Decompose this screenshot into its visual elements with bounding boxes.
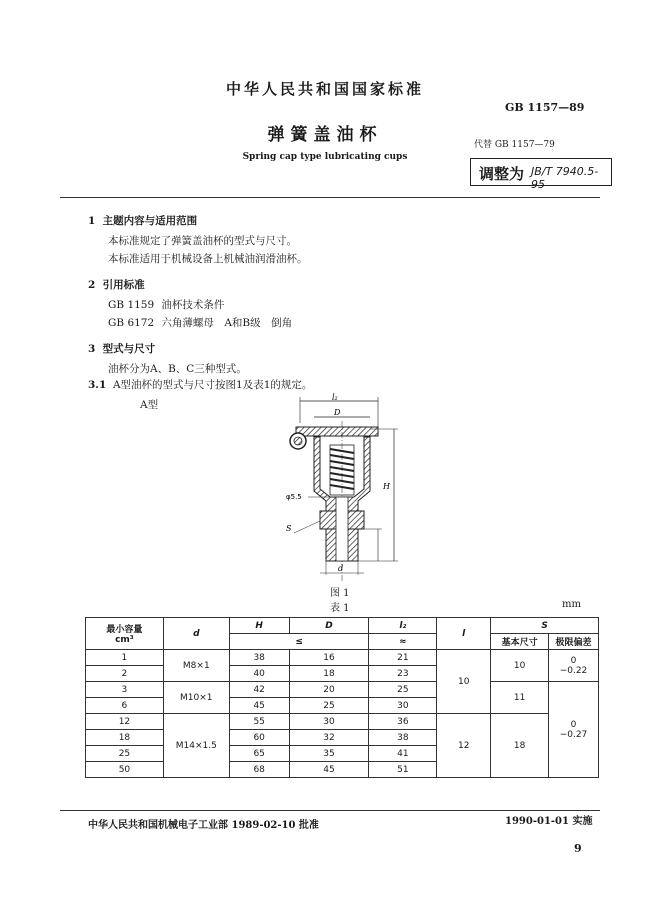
cell-l2: 38: [369, 730, 437, 746]
cell-S-deviation: 0 −0.22: [549, 650, 599, 682]
cell-d: M14×1.5: [163, 714, 229, 778]
cell-l2: 25: [369, 682, 437, 698]
reference-row-2: [108, 316, 292, 330]
table-1-caption: 表 1: [330, 603, 350, 614]
reference-name: 六角薄螺母 A和B级 倒角: [161, 317, 293, 329]
section-2-title: 引用标准: [102, 279, 145, 291]
header-S: S: [491, 618, 599, 634]
figure-1-caption: 图 1: [330, 588, 350, 599]
cell-H: 40: [229, 666, 289, 682]
standard-number: GB 1157—89: [505, 101, 585, 114]
section-1-heading: [88, 214, 197, 228]
header-S-deviation: 极限偏差: [549, 634, 599, 650]
cell-H: 42: [229, 682, 289, 698]
cell-l2: 23: [369, 666, 437, 682]
dim-phi-label: φ5.5: [286, 493, 302, 501]
dim-S-label: S: [286, 524, 292, 533]
cell-capacity: 50: [86, 762, 164, 778]
cell-l2: 41: [369, 746, 437, 762]
figure-1-drawing: [270, 393, 405, 583]
header-rule: [60, 197, 600, 198]
cell-capacity: 3: [86, 682, 164, 698]
section-2-heading: [88, 278, 145, 292]
reference-row-1: [108, 298, 224, 312]
cell-capacity: 1: [86, 650, 164, 666]
reference-code: GB 1159: [108, 299, 155, 311]
section-3-heading: [88, 342, 155, 356]
table-row: [86, 650, 599, 666]
cell-capacity: 12: [86, 714, 164, 730]
cell-H: 55: [229, 714, 289, 730]
cell-H: 65: [229, 746, 289, 762]
clause-3-1-number: 3.1: [88, 379, 107, 391]
dim-d-label: d: [338, 564, 344, 573]
section-1-title: 主题内容与适用范围: [102, 215, 198, 227]
cell-l: 12: [437, 714, 491, 778]
page-number: 9: [574, 842, 582, 855]
stamp-handwritten-note: JB/T 7940.5-95: [531, 165, 599, 191]
spring-cap: [296, 427, 378, 436]
cell-S-basic: 10: [491, 650, 549, 682]
header-d: d: [163, 618, 229, 650]
cell-l2: 51: [369, 762, 437, 778]
section-1-line-1: 本标准规定了弹簧盖油杯的型式与尺寸。: [108, 235, 297, 247]
section-1-number: 1: [88, 215, 96, 227]
cell-H: 38: [229, 650, 289, 666]
cell-D: 16: [289, 650, 369, 666]
reference-name: 油杯技术条件: [161, 299, 225, 311]
section-3-line-1: 油杯分为A、B、C三种型式。: [108, 363, 247, 375]
adjustment-stamp: [470, 158, 612, 191]
dim-l2-label: l₂: [332, 393, 338, 402]
document-title-cn: 弹簧盖油杯: [267, 125, 383, 145]
clause-3-1-text: A型油杯的型式与尺寸按图1及表1的规定。: [112, 379, 313, 391]
section-2-number: 2: [88, 279, 96, 291]
reference-code: GB 6172: [108, 317, 155, 329]
effective-date: 1990-01-01 实施: [505, 816, 593, 827]
table-unit: mm: [562, 599, 581, 610]
header-D: D: [289, 618, 369, 634]
cell-H: 45: [229, 698, 289, 714]
cell-l: 10: [437, 650, 491, 714]
cell-capacity: 18: [86, 730, 164, 746]
cell-capacity: 2: [86, 666, 164, 682]
cell-S-basic: 18: [491, 714, 549, 778]
national-standard-heading: 中华人民共和国国家标准: [225, 80, 424, 98]
cell-capacity: 6: [86, 698, 164, 714]
dim-H-label: H: [383, 482, 390, 491]
stamp-text: 调整为: [479, 165, 525, 183]
cell-D: 20: [289, 682, 369, 698]
document-title-en: Spring cap type lubricating cups: [242, 152, 408, 162]
approval-line: 中华人民共和国机械电子工业部 1989-02-10 批准: [88, 820, 319, 831]
cell-H: 60: [229, 730, 289, 746]
type-a-label: A型: [140, 399, 159, 411]
cell-S-deviation: 0 −0.27: [549, 682, 599, 778]
dim-D-label: D: [334, 408, 341, 417]
cell-d: M10×1: [163, 682, 229, 714]
cell-D: 45: [289, 762, 369, 778]
header-le: ≤: [229, 634, 369, 650]
replaces-standard: 代替 GB 1157—79: [474, 140, 555, 150]
table-row: [86, 682, 599, 698]
header-capacity: [86, 618, 164, 650]
section-3-number: 3: [88, 343, 96, 355]
header-capacity-label: 最小容量: [106, 625, 143, 635]
header-l2: l₂: [369, 618, 437, 634]
cell-l2: 30: [369, 698, 437, 714]
cell-D: 18: [289, 666, 369, 682]
table-1: [85, 617, 599, 778]
cell-D: 30: [289, 714, 369, 730]
header-S-basic: 基本尺寸: [491, 634, 549, 650]
cell-D: 35: [289, 746, 369, 762]
cell-d: M8×1: [163, 650, 229, 682]
header-H: H: [229, 618, 289, 634]
cell-H: 68: [229, 762, 289, 778]
header-capacity-unit: cm³: [115, 635, 134, 645]
oil-passage: [336, 497, 348, 561]
cell-l2: 36: [369, 714, 437, 730]
cell-D: 32: [289, 730, 369, 746]
clause-3-1: [88, 378, 312, 392]
header-approx: ≈: [369, 634, 437, 650]
section-1-line-2: 本标准适用于机械设备上机械油润滑油杯。: [108, 253, 308, 265]
cell-S-basic: 11: [491, 682, 549, 714]
section-3-title: 型式与尺寸: [102, 343, 156, 355]
cell-capacity: 25: [86, 746, 164, 762]
header-l: l: [437, 618, 491, 650]
footer-rule: [60, 810, 600, 811]
cell-l2: 21: [369, 650, 437, 666]
table-row: [86, 714, 599, 730]
cell-D: 25: [289, 698, 369, 714]
